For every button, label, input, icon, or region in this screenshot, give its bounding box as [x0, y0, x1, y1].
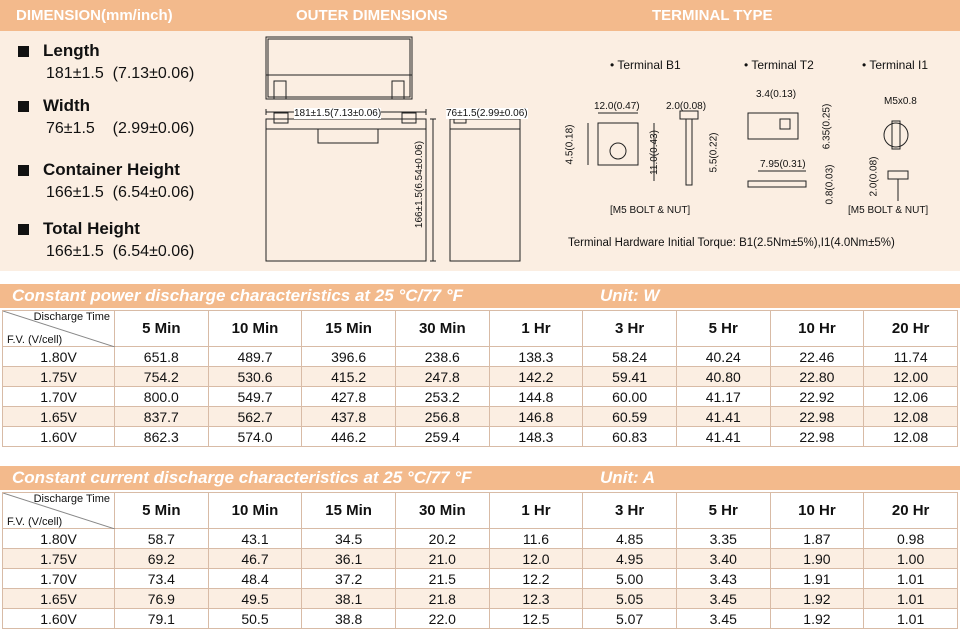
height-dimension-label: 166±1.5(6.54±0.06) — [414, 140, 426, 229]
b1-bolt-label: [M5 BOLT & NUT] — [610, 205, 691, 216]
table-header-row — [3, 493, 958, 529]
b1-thickness-label: 2.0(0.08) — [666, 101, 707, 112]
table-cell: 60.83 — [583, 427, 677, 447]
row-header-cell: 1.75V — [3, 367, 115, 387]
table-cell: 38.1 — [302, 589, 396, 609]
table-corner-cell: Discharge Time F.V. (V/cell) — [3, 311, 115, 347]
current-unit-label: Unit: A — [600, 468, 656, 487]
torque-note: Terminal Hardware Initial Torque: B1(2.5Nm±5%),I1(4.0Nm±5%) — [568, 237, 895, 249]
terminal-type-heading: TERMINAL TYPE — [652, 7, 773, 24]
dim-container-height: Container Height 166±1.5 (6.54±0.06) — [18, 160, 194, 202]
table-cell: 3.35 — [676, 529, 770, 549]
table-cell: 5.00 — [583, 569, 677, 589]
table-cell: 11.6 — [489, 529, 583, 549]
table-cell: 46.7 — [208, 549, 302, 569]
dim-length: Length 181±1.5 (7.13±0.06) — [18, 41, 194, 83]
table-cell: 5.05 — [583, 589, 677, 609]
column-header: 1 Hr — [489, 493, 583, 529]
b1-offset-label: 4.5(0.18) — [564, 124, 576, 165]
outer-dimensions-drawing — [258, 31, 558, 271]
t2-thickness-label: 0.8(0.03) — [824, 164, 836, 205]
table-cell: 12.5 — [489, 609, 583, 629]
table-cell: 144.8 — [489, 387, 583, 407]
power-section-band — [0, 284, 960, 308]
table-cell: 60.59 — [583, 407, 677, 427]
row-header-cell: 1.65V — [3, 589, 115, 609]
table-cell: 69.2 — [115, 549, 209, 569]
table-cell: 259.4 — [395, 427, 489, 447]
table-cell: 1.01 — [864, 609, 958, 629]
table-row — [3, 347, 958, 367]
table-cell: 49.5 — [208, 589, 302, 609]
table-cell: 800.0 — [115, 387, 209, 407]
b1-height-label: 11.0(0.43) — [648, 130, 660, 175]
table-row — [3, 407, 958, 427]
outer-dimensions-heading: OUTER DIMENSIONS — [296, 7, 448, 24]
table-cell: 3.43 — [676, 569, 770, 589]
dimension-heading: DIMENSION(mm/inch) — [16, 7, 173, 24]
table-cell: 1.92 — [770, 609, 864, 629]
table-row — [3, 569, 958, 589]
b1-width-label: 12.0(0.47) — [594, 101, 640, 112]
row-header-cell: 1.80V — [3, 347, 115, 367]
table-cell: 754.2 — [115, 367, 209, 387]
table-cell: 36.1 — [302, 549, 396, 569]
column-header: 5 Min — [115, 493, 209, 529]
column-header: 10 Min — [208, 493, 302, 529]
table-cell: 12.00 — [864, 367, 958, 387]
column-header: 1 Hr — [489, 311, 583, 347]
table-cell: 562.7 — [208, 407, 302, 427]
terminal-t2-title: • Terminal T2 — [744, 58, 814, 72]
table-cell: 1.92 — [770, 589, 864, 609]
table-cell: 40.80 — [676, 367, 770, 387]
column-header: 3 Hr — [583, 493, 677, 529]
table-cell: 41.41 — [676, 407, 770, 427]
table-cell: 60.00 — [583, 387, 677, 407]
table-cell: 396.6 — [302, 347, 396, 367]
table-cell: 11.74 — [864, 347, 958, 367]
table-cell: 1.01 — [864, 569, 958, 589]
table-cell: 73.4 — [115, 569, 209, 589]
column-header: 10 Hr — [770, 493, 864, 529]
table-cell: 4.85 — [583, 529, 677, 549]
t2-slot-label: 3.4(0.13) — [756, 89, 797, 100]
table-row — [3, 367, 958, 387]
table-cell: 247.8 — [395, 367, 489, 387]
table-cell: 1.00 — [864, 549, 958, 569]
table-cell: 48.4 — [208, 569, 302, 589]
current-section-band — [0, 466, 960, 490]
table-cell: 21.5 — [395, 569, 489, 589]
table-cell: 20.2 — [395, 529, 489, 549]
row-header-cell: 1.60V — [3, 427, 115, 447]
table-cell: 4.95 — [583, 549, 677, 569]
terminal-drawings — [558, 31, 960, 231]
table-row — [3, 589, 958, 609]
i1-depth-label: 2.0(0.08) — [868, 156, 880, 197]
table-cell: 21.8 — [395, 589, 489, 609]
column-header: 15 Min — [302, 311, 396, 347]
column-header: 20 Hr — [864, 493, 958, 529]
table-cell: 58.7 — [115, 529, 209, 549]
table-cell: 37.2 — [302, 569, 396, 589]
table-cell: 427.8 — [302, 387, 396, 407]
table-cell: 12.3 — [489, 589, 583, 609]
table-cell: 0.98 — [864, 529, 958, 549]
row-header-cell: 1.75V — [3, 549, 115, 569]
table-cell: 22.46 — [770, 347, 864, 367]
table-cell: 3.45 — [676, 609, 770, 629]
table-cell: 12.08 — [864, 427, 958, 447]
row-header-cell: 1.80V — [3, 529, 115, 549]
table-cell: 1.91 — [770, 569, 864, 589]
table-cell: 256.8 — [395, 407, 489, 427]
table-cell: 142.2 — [489, 367, 583, 387]
power-unit-label: Unit: W — [600, 286, 660, 305]
column-header: 20 Hr — [864, 311, 958, 347]
table-cell: 76.9 — [115, 589, 209, 609]
power-section-title: Constant power discharge characteristics at 25 °C/77 °F — [12, 286, 464, 305]
table-cell: 22.92 — [770, 387, 864, 407]
column-header: 30 Min — [395, 493, 489, 529]
table-cell: 148.3 — [489, 427, 583, 447]
table-corner-cell: Discharge Time F.V. (V/cell) — [3, 493, 115, 529]
table-cell: 146.8 — [489, 407, 583, 427]
bullet-square-icon — [18, 101, 29, 112]
table-cell: 651.8 — [115, 347, 209, 367]
table-cell: 530.6 — [208, 367, 302, 387]
bullet-square-icon — [18, 224, 29, 235]
column-header: 5 Hr — [676, 311, 770, 347]
row-header-cell: 1.65V — [3, 407, 115, 427]
column-header: 30 Min — [395, 311, 489, 347]
table-cell: 12.06 — [864, 387, 958, 407]
table-cell: 50.5 — [208, 609, 302, 629]
table-row — [3, 609, 958, 629]
table-cell: 12.08 — [864, 407, 958, 427]
column-header: 10 Hr — [770, 311, 864, 347]
battery-outline-drawing — [258, 31, 558, 271]
column-header: 10 Min — [208, 311, 302, 347]
table-cell: 22.80 — [770, 367, 864, 387]
table-cell: 22.98 — [770, 407, 864, 427]
current-discharge-table — [2, 492, 958, 629]
table-cell: 1.87 — [770, 529, 864, 549]
terminal-b1-title: • Terminal B1 — [610, 58, 681, 72]
power-discharge-table — [2, 310, 958, 447]
table-cell: 21.0 — [395, 549, 489, 569]
terminal-type-panel — [558, 31, 960, 271]
table-cell: 837.7 — [115, 407, 209, 427]
table-cell: 5.07 — [583, 609, 677, 629]
table-cell: 3.40 — [676, 549, 770, 569]
table-cell: 138.3 — [489, 347, 583, 367]
table-cell: 446.2 — [302, 427, 396, 447]
table-cell: 22.98 — [770, 427, 864, 447]
table-cell: 58.24 — [583, 347, 677, 367]
table-cell: 38.8 — [302, 609, 396, 629]
dim-width: Width 76±1.5 (2.99±0.06) — [18, 96, 194, 138]
table-cell: 22.0 — [395, 609, 489, 629]
table-cell: 41.17 — [676, 387, 770, 407]
table-row — [3, 387, 958, 407]
table-cell: 3.45 — [676, 589, 770, 609]
current-section-title: Constant current discharge characteristics at 25 °C/77 °F — [12, 468, 472, 487]
dim-total-height: Total Height 166±1.5 (6.54±0.06) — [18, 219, 194, 261]
column-header: 15 Min — [302, 493, 396, 529]
section-header — [0, 0, 960, 31]
b1-hole-label: 5.5(0.22) — [708, 132, 720, 173]
t2-length-label: 7.95(0.31) — [760, 159, 806, 170]
row-header-cell: 1.70V — [3, 569, 115, 589]
width-dimension-label: 76±1.5(2.99±0.06) — [446, 108, 528, 119]
table-row — [3, 549, 958, 569]
table-cell: 41.41 — [676, 427, 770, 447]
t2-height-label: 6.35(0.25) — [821, 103, 833, 150]
table-cell: 238.6 — [395, 347, 489, 367]
table-cell: 43.1 — [208, 529, 302, 549]
table-cell: 489.7 — [208, 347, 302, 367]
table-cell: 79.1 — [115, 609, 209, 629]
length-dimension-label: 181±1.5(7.13±0.06) — [294, 108, 382, 119]
bullet-square-icon — [18, 46, 29, 57]
column-header: 5 Min — [115, 311, 209, 347]
row-header-cell: 1.60V — [3, 609, 115, 629]
table-cell: 12.0 — [489, 549, 583, 569]
table-row — [3, 529, 958, 549]
table-cell: 415.2 — [302, 367, 396, 387]
column-header: 5 Hr — [676, 493, 770, 529]
table-cell: 862.3 — [115, 427, 209, 447]
table-cell: 549.7 — [208, 387, 302, 407]
table-cell: 1.01 — [864, 589, 958, 609]
column-header: 3 Hr — [583, 311, 677, 347]
table-header-row — [3, 311, 958, 347]
table-cell: 40.24 — [676, 347, 770, 367]
table-cell: 59.41 — [583, 367, 677, 387]
table-row — [3, 427, 958, 447]
i1-bolt-label: [M5 BOLT & NUT] — [848, 205, 929, 216]
table-cell: 12.2 — [489, 569, 583, 589]
table-cell: 253.2 — [395, 387, 489, 407]
terminal-i1-title: • Terminal I1 — [862, 58, 929, 72]
row-header-cell: 1.70V — [3, 387, 115, 407]
bullet-square-icon — [18, 165, 29, 176]
i1-thread-label: M5x0.8 — [884, 96, 917, 107]
table-cell: 437.8 — [302, 407, 396, 427]
table-cell: 1.90 — [770, 549, 864, 569]
table-cell: 34.5 — [302, 529, 396, 549]
table-cell: 574.0 — [208, 427, 302, 447]
